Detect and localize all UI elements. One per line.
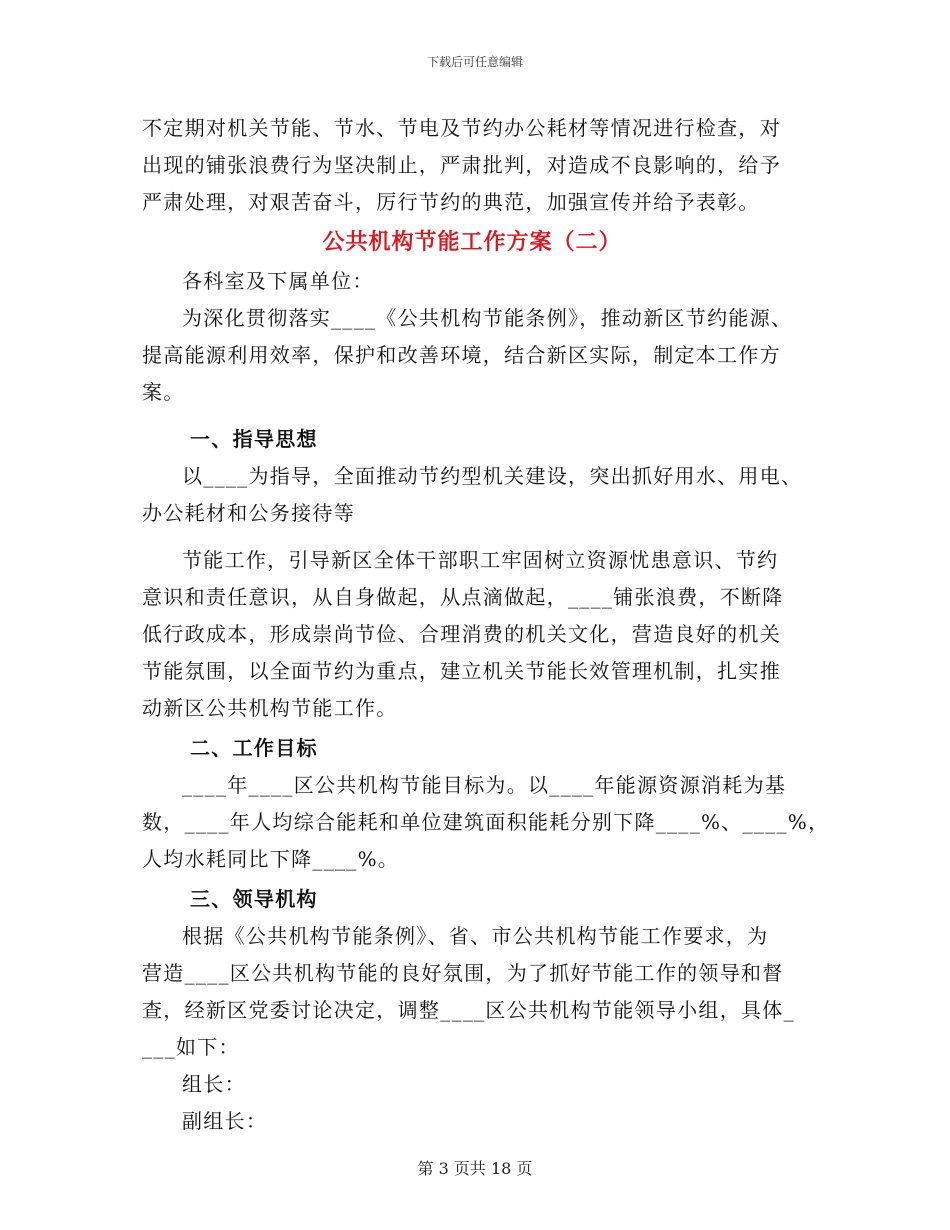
- leader-label: 组长：: [182, 1072, 246, 1096]
- paragraph-line: 数，____年人均综合能耗和单位建筑面积能耗分别下降____%、____%，: [142, 810, 830, 834]
- intro-line: 不定期对机关节能、节水、节电及节约办公耗材等情况进行检查，对: [142, 116, 781, 140]
- paragraph-line: 意识和责任意识，从自身做起，从点滴做起，____铺张浪费，不断降: [142, 585, 784, 609]
- document-body: [142, 110, 830, 1140]
- page-footer: 第 3 页共 18 页: [417, 1159, 533, 1178]
- section-heading-leadership: 三、领导机构: [190, 887, 318, 911]
- paragraph-line: 营造____区公共机构节能的良好氛围，为了抓好节能工作的领导和督: [142, 961, 784, 985]
- preface-line: 为深化贯彻落实____《公共机构节能条例》，推动新区节约能源、: [182, 306, 793, 330]
- preface-line: 案。: [142, 380, 185, 404]
- paragraph-line: 以____为指导，全面推动节约型机关建设，突出抓好用水、用电、: [182, 464, 803, 488]
- paragraph-line: 办公耗材和公务接待等: [142, 501, 355, 525]
- paragraph-line: 人均水耗同比下降____%。: [142, 847, 400, 871]
- preface-line: 提高能源利用效率，保护和改善环境，结合新区实际，制定本工作方: [142, 343, 781, 367]
- document-title: 公共机构节能工作方案（二）: [322, 229, 622, 255]
- section-heading-guiding-ideology: 一、指导思想: [190, 427, 318, 451]
- paragraph-line: ___如下：: [142, 1035, 240, 1059]
- paragraph-line: 节能氛围，以全面节约为重点，建立机关节能长效管理机制，扎实推: [142, 659, 781, 683]
- paragraph-line: 动新区公共机构节能工作。: [142, 696, 398, 720]
- paragraph-line: 根据《公共机构节能条例》、省、市公共机构节能工作要求，为: [182, 924, 769, 948]
- paragraph-line: ____年____区公共机构节能目标为。以____年能源资源消耗为基: [182, 773, 787, 797]
- salutation: 各科室及下属单位：: [182, 269, 374, 293]
- intro-line: 出现的铺张浪费行为坚决制止，严肃批判，对造成不良影响的，给予: [142, 153, 781, 177]
- page-header: 下载后可任意编辑: [426, 55, 523, 69]
- deputy-leader-label: 副组长：: [182, 1109, 268, 1133]
- section-heading-work-goals: 二、工作目标: [190, 736, 318, 760]
- paragraph-line: 低行政成本，形成崇尚节俭、合理消费的机关文化，营造良好的机关: [142, 622, 781, 646]
- intro-line: 严肃处理，对艰苦奋斗，厉行节约的典范，加强宣传并给予表彰。: [142, 190, 760, 214]
- paragraph-line: 节能工作，引导新区全体干部职工牢固树立资源忧患意识、节约: [182, 548, 779, 572]
- paragraph-line: 查，经新区党委讨论决定，调整____区公共机构节能领导小组，具体_: [142, 998, 795, 1022]
